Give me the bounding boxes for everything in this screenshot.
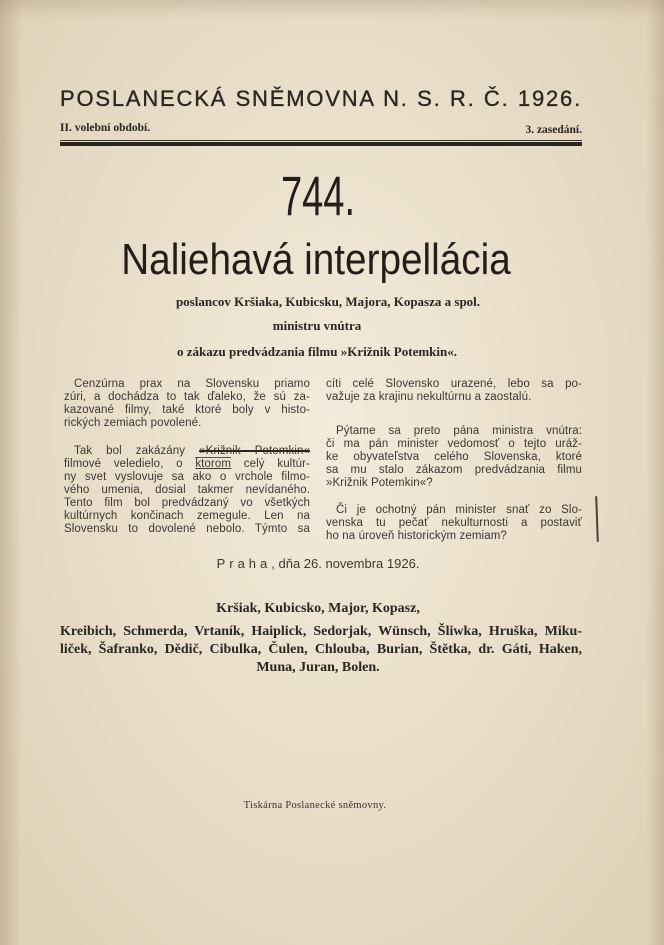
body-column-left xyxy=(64,378,310,536)
addressee-line: ministru vnútra xyxy=(272,318,362,333)
text-line: cíti celé Slovensko urazené, lebo sa po- xyxy=(326,378,582,390)
pen-marked-word: ktorom xyxy=(195,458,232,470)
text-segment: celý kultúr- xyxy=(231,458,310,470)
signatories-line-last: Muna, Juran, Bolen. xyxy=(256,660,380,675)
document-title: Naliehavá interpellácia xyxy=(121,235,511,284)
paragraph xyxy=(64,378,310,430)
text-line: či ma pán minister vedomosť o tejto uráž- xyxy=(326,438,582,450)
text-line: kazované filmy, také ktoré boly v histo- xyxy=(64,404,310,416)
struck-film-title: »Križnik Potemkin« xyxy=(199,445,310,457)
text-line: »Križnik Potemkin«? xyxy=(326,477,433,489)
text-line: ny svet vyslovuje sa ako o vrchole filmo- xyxy=(64,471,310,483)
paragraph xyxy=(326,504,582,543)
text-line: kultúrnych končinach zemegule. Len na xyxy=(64,510,310,522)
text-segment: Tak bol zakázány xyxy=(74,445,200,457)
text-line: venska tu pečať nekulturnosti a postaviť xyxy=(326,517,582,529)
text-line: Tento film bol predvádzaný vo všetkých xyxy=(64,497,310,509)
printer-imprint: Tiskárna Poslanecké sněmovny. xyxy=(243,800,387,811)
signatories-line: Kreibich, Schmerda, Vrtaník, Haiplick, Sedorjak, Wünsch, Šliwka, Hruška, Miku- xyxy=(60,624,582,639)
paragraph xyxy=(326,425,582,490)
body-column-right xyxy=(326,378,582,543)
paragraph xyxy=(326,378,582,404)
signatories-line: liček, Šafranko, Dědič, Cibulka, Čulen, Chlouba, Burian, Štětka, dr. Gáti, Haken, xyxy=(60,642,582,657)
text-line: ke obyvateľstva celého Slovenska, ktoré xyxy=(326,451,582,463)
electoral-period: II. volební období. xyxy=(60,122,151,134)
authors-line: poslancov Kršiaka, Kubicsku, Majora, Kopasza a spol. xyxy=(175,294,481,309)
text-segment: filmové veledielo, o xyxy=(64,458,196,470)
city: Praha xyxy=(216,556,272,571)
text-line: vého umenia, dosial takmer nevídaného. xyxy=(64,484,310,496)
header-rule-thick xyxy=(60,142,582,146)
text-line: zúri, a dochádza to tak ďaleko, že sú za- xyxy=(64,391,310,403)
text-line xyxy=(64,445,310,458)
text-line: rických zemiach povolené. xyxy=(64,417,202,429)
place-and-date xyxy=(0,556,636,571)
text-line: Slovensku to dovolené nebolo. Týmto sa xyxy=(64,523,310,535)
header-rule-thin xyxy=(60,140,582,141)
assembly-header-title: POSLANECKÁ SNĚMOVNA N. S. R. Č. 1926. xyxy=(60,86,582,111)
subject-line: o zákazu predvádzania filmu »Križnik Potemkin«. xyxy=(177,344,457,359)
text-line: sa mu stalo zákazom predvádzania filmu xyxy=(326,464,582,476)
text-line xyxy=(64,458,310,471)
paragraph xyxy=(64,445,310,536)
session-number: 3. zasedání. xyxy=(525,124,582,136)
text-line: važuje za krajinu nekultúrnu a zaostalú. xyxy=(326,391,532,403)
text-line: Cenzúrna prax na Slovensku priamo xyxy=(74,378,310,390)
print-number: 744. xyxy=(280,164,356,227)
margin-pen-mark xyxy=(595,496,599,542)
text-line: Pýtame sa preto pána ministra vnútra: xyxy=(336,425,582,437)
text-line: ho na úroveň historickým zemiam? xyxy=(326,530,507,542)
primary-signatories: Kršiak, Kubicsko, Major, Kopasz, xyxy=(216,601,420,616)
date: , dňa 26. novembra 1926. xyxy=(271,556,420,571)
text-line: Či je ochotný pán minister snať zo Slo- xyxy=(336,504,582,516)
